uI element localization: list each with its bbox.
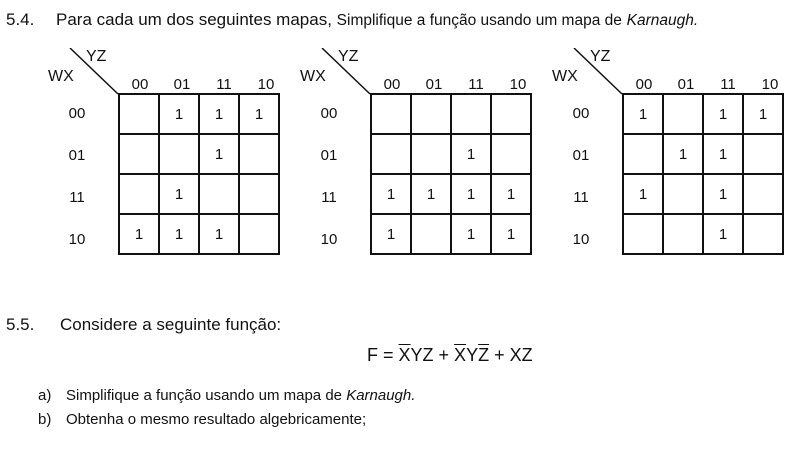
kmap-row xyxy=(119,134,279,174)
item-text: Obtenha o mesmo resultado algebricamente; xyxy=(66,411,367,428)
row-header: 00 xyxy=(68,105,86,122)
exercise-number: 5.4. xyxy=(6,10,35,29)
column-header: 11 xyxy=(720,76,736,93)
kmap-cell: 1 xyxy=(663,134,703,174)
exercise-text: Considere a seguinte função: xyxy=(60,315,282,334)
kmap-row xyxy=(119,214,279,254)
kmap-cell xyxy=(491,134,531,174)
item-a xyxy=(38,387,415,411)
kmap-cell: 1 xyxy=(451,134,491,174)
kmap-cell: 1 xyxy=(159,174,199,214)
karnaugh-map-3 xyxy=(552,48,800,268)
kmap-cell xyxy=(451,94,491,134)
kmap-cell xyxy=(663,94,703,134)
kmap-cell: 1 xyxy=(623,174,663,214)
row-header: 10 xyxy=(68,231,86,248)
item-letter: a) xyxy=(38,387,52,404)
column-header: 11 xyxy=(468,76,484,93)
row-variable-label: WX xyxy=(300,68,326,85)
row-header: 00 xyxy=(320,105,338,122)
kmap-cell: 1 xyxy=(451,174,491,214)
kmap-cell: 1 xyxy=(199,94,239,134)
kmap-cell xyxy=(663,174,703,214)
kmap-cell: 1 xyxy=(623,94,663,134)
formula-operator: + xyxy=(489,345,510,365)
row-header: 10 xyxy=(320,231,338,248)
kmap-cell: 1 xyxy=(703,94,743,134)
kmap-cell xyxy=(239,174,279,214)
kmap-cell: 1 xyxy=(491,214,531,254)
karnaugh-map-1 xyxy=(48,48,298,268)
kmap-row xyxy=(371,214,531,254)
kmap-cell xyxy=(743,134,783,174)
kmap-cell xyxy=(371,94,411,134)
kmap-row xyxy=(623,134,783,174)
kmap-grid xyxy=(118,93,280,255)
kmap-cell xyxy=(159,134,199,174)
kmap-cell xyxy=(491,94,531,134)
kmap-row xyxy=(119,94,279,134)
column-header: 10 xyxy=(257,76,275,93)
kmap-cell: 1 xyxy=(199,214,239,254)
kmap-grid xyxy=(622,93,784,255)
kmap-cell: 1 xyxy=(371,174,411,214)
exercise-text: Para cada um dos seguintes mapas, xyxy=(56,10,332,29)
kmap-cell xyxy=(199,174,239,214)
boolean-function xyxy=(367,345,533,366)
kmap-row xyxy=(371,134,531,174)
kmap-cell: 1 xyxy=(491,174,531,214)
column-header: 11 xyxy=(216,76,232,93)
column-variable-label: YZ xyxy=(338,48,359,65)
row-header: 00 xyxy=(572,105,590,122)
exercise-5-5-heading xyxy=(6,315,281,335)
formula-term-negated: $\overline{X}$ xyxy=(454,345,467,365)
kmap-cell: 1 xyxy=(199,134,239,174)
column-header: 00 xyxy=(383,76,401,93)
formula-term-negated: $\overline{Z}$ xyxy=(478,345,490,365)
row-header: 11 xyxy=(321,189,337,206)
kmap-row xyxy=(623,94,783,134)
kmap-cell xyxy=(623,214,663,254)
formula-term: Y xyxy=(466,345,479,365)
row-variable-label: WX xyxy=(48,68,74,85)
item-letter: b) xyxy=(38,411,52,428)
kmap-cell: 1 xyxy=(743,94,783,134)
kmap-cell xyxy=(663,214,703,254)
kmap-cell xyxy=(239,214,279,254)
kmap-grid xyxy=(370,93,532,255)
kmap-cell: 1 xyxy=(119,214,159,254)
row-header: 01 xyxy=(320,147,338,164)
kmap-cell xyxy=(411,94,451,134)
kmap-cell: 1 xyxy=(703,174,743,214)
kmap-cell xyxy=(743,174,783,214)
karnaugh-map-2 xyxy=(300,48,550,268)
item-b xyxy=(38,411,415,435)
row-variable-label: WX xyxy=(552,68,578,85)
kmap-cell xyxy=(119,94,159,134)
column-header: 01 xyxy=(173,76,191,93)
row-header: 10 xyxy=(572,231,590,248)
row-header: 11 xyxy=(573,189,589,206)
row-header: 01 xyxy=(572,147,590,164)
row-header: 01 xyxy=(68,147,86,164)
kmap-cell xyxy=(411,214,451,254)
column-variable-label: YZ xyxy=(86,48,107,65)
kmap-row xyxy=(119,174,279,214)
kmap-row xyxy=(371,94,531,134)
item-text: Simplifique a função usando um mapa de xyxy=(66,387,343,404)
kmap-row xyxy=(623,174,783,214)
kmap-cell: 1 xyxy=(703,134,743,174)
kmap-cell xyxy=(411,134,451,174)
formula-term-negated: $\overline{X}$ xyxy=(398,345,411,365)
kmap-cell: 1 xyxy=(703,214,743,254)
formula-term: XZ xyxy=(509,345,533,365)
kmap-cell: 1 xyxy=(371,214,411,254)
kmap-cell xyxy=(239,134,279,174)
item-italic: Karnaugh. xyxy=(346,387,416,404)
kmap-cell: 1 xyxy=(239,94,279,134)
column-header: 10 xyxy=(509,76,527,93)
kmap-cell xyxy=(371,134,411,174)
column-header: 00 xyxy=(635,76,653,93)
column-header: 01 xyxy=(425,76,443,93)
exercise-text-small: Simplifique a função usando um mapa de xyxy=(336,12,622,29)
kmap-row xyxy=(623,214,783,254)
kmap-cell: 1 xyxy=(451,214,491,254)
formula-lhs: F = xyxy=(367,345,399,365)
formula-term: YZ + xyxy=(410,345,455,365)
kmap-cell: 1 xyxy=(159,214,199,254)
kmap-cell xyxy=(119,134,159,174)
column-header: 10 xyxy=(761,76,779,93)
kmap-cell xyxy=(119,174,159,214)
column-header: 01 xyxy=(677,76,695,93)
kmap-row xyxy=(371,174,531,214)
kmap-cell: 1 xyxy=(159,94,199,134)
column-variable-label: YZ xyxy=(590,48,611,65)
exercise-number: 5.5. xyxy=(6,315,35,334)
kmap-cell xyxy=(743,214,783,254)
exercise-items xyxy=(38,387,415,435)
kmap-cell: 1 xyxy=(411,174,451,214)
column-header: 00 xyxy=(131,76,149,93)
row-header: 11 xyxy=(69,189,85,206)
exercise-text-italic: Karnaugh. xyxy=(626,12,699,29)
exercise-5-4-heading xyxy=(6,10,698,30)
kmap-cell xyxy=(623,134,663,174)
